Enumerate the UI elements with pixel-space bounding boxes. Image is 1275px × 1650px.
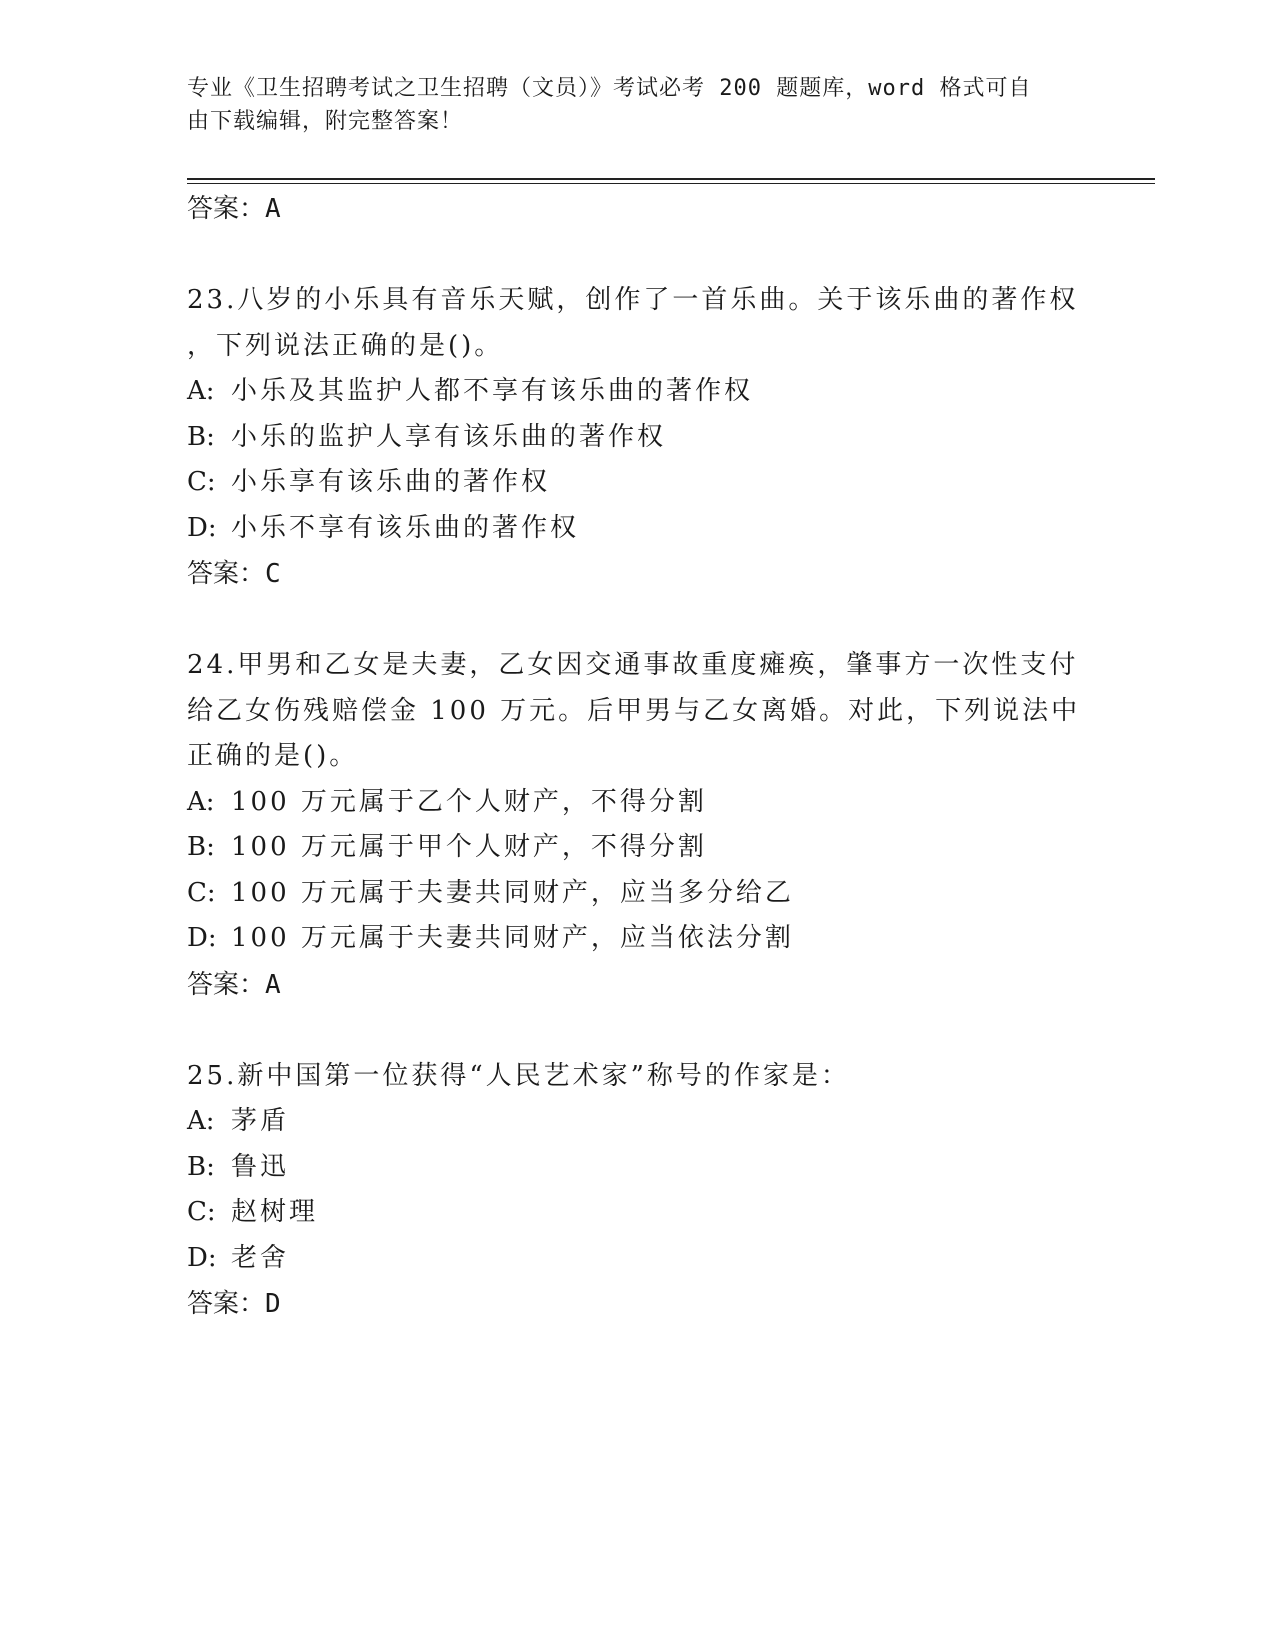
option-a: [187, 369, 1087, 415]
option-text: 鲁迅: [231, 1151, 290, 1182]
option-b: [187, 415, 1087, 461]
spacer: [187, 597, 1087, 643]
question-list: [187, 186, 1087, 1327]
option-text: 茅盾: [231, 1106, 290, 1136]
option-letter: B:: [187, 421, 215, 452]
option-a: [187, 780, 1087, 826]
option-text: 小乐享有该乐曲的著作权: [231, 467, 551, 497]
option-letter: A:: [187, 376, 215, 406]
option-a: [187, 1099, 1087, 1145]
option-b: [187, 1145, 1087, 1191]
option-text: 100 万元属于夫妻共同财产，应当依法分割: [231, 923, 794, 953]
option-letter: D:: [187, 923, 217, 953]
option-text: 100 万元属于乙个人财产，不得分割: [231, 786, 707, 817]
question-item: [187, 1054, 1087, 1328]
option-letter: A:: [187, 1106, 215, 1136]
document-header: [187, 72, 1067, 138]
option-letter: A:: [187, 786, 215, 817]
answer-label: 答案：: [187, 969, 266, 1000]
header-line-2: 由下载编辑，附完整答案！: [187, 109, 464, 134]
spacer: [187, 1008, 1087, 1054]
answer-line: [187, 1281, 1087, 1327]
option-letter: B:: [187, 1151, 215, 1182]
option-letter: C:: [187, 1197, 216, 1227]
option-letter: C:: [187, 877, 216, 908]
answer-value: C: [265, 559, 281, 589]
option-text: 小乐及其监护人都不享有该乐曲的著作权: [231, 376, 754, 406]
answer-label: 答案：: [187, 1289, 266, 1319]
answer-label: 答案：: [187, 194, 266, 224]
answer-line: [187, 962, 1087, 1008]
answer-line: [187, 186, 1087, 232]
question-text-line: 25.新中国第一位获得“人民艺术家”称号的作家是：: [187, 1060, 850, 1091]
option-c: [187, 460, 1087, 506]
option-text: 赵树理: [231, 1197, 319, 1227]
option-d: [187, 1236, 1087, 1282]
option-c: [187, 1190, 1087, 1236]
answer-value: D: [265, 1289, 281, 1319]
question-item: [187, 278, 1087, 597]
header-line-1: 专业《卫生招聘考试之卫生招聘（文员）》考试必考 200 题题库，word 格式可自: [187, 76, 1032, 101]
option-text: 小乐不享有该乐曲的著作权: [231, 512, 580, 543]
option-letter: D:: [187, 512, 217, 543]
question-text-line: 24.甲男和乙女是夫妻，乙女因交通事故重度瘫痪，肇事方一次性支付: [187, 650, 1079, 680]
option-letter: C:: [187, 467, 216, 497]
option-text: 100 万元属于甲个人财产，不得分割: [231, 832, 707, 862]
option-d: [187, 506, 1087, 552]
answer-value: A: [265, 969, 281, 1000]
question-text-line: ，下列说法正确的是()。: [187, 330, 504, 361]
option-b: [187, 825, 1087, 871]
option-c: [187, 871, 1087, 917]
spacer: [187, 232, 1087, 278]
question-text-line: 给乙女伤残赔偿金 100 万元。后甲男与乙女离婚。对此，下列说法中: [187, 695, 1081, 726]
answer-line: [187, 551, 1087, 597]
header-divider: [187, 178, 1155, 184]
option-text: 100 万元属于夫妻共同财产，应当多分给乙: [231, 877, 794, 908]
option-text: 老舍: [231, 1242, 290, 1273]
option-letter: D:: [187, 1242, 217, 1273]
answer-value: A: [265, 194, 281, 224]
option-letter: B:: [187, 832, 215, 862]
question-item: [187, 643, 1087, 1008]
option-d: [187, 916, 1087, 962]
answer-label: 答案：: [187, 559, 266, 589]
option-text: 小乐的监护人享有该乐曲的著作权: [231, 421, 667, 452]
question-text-line: 23.八岁的小乐具有音乐天赋，创作了一首乐曲。关于该乐曲的著作权: [187, 285, 1079, 315]
question-text-line: 正确的是()。: [187, 741, 359, 771]
